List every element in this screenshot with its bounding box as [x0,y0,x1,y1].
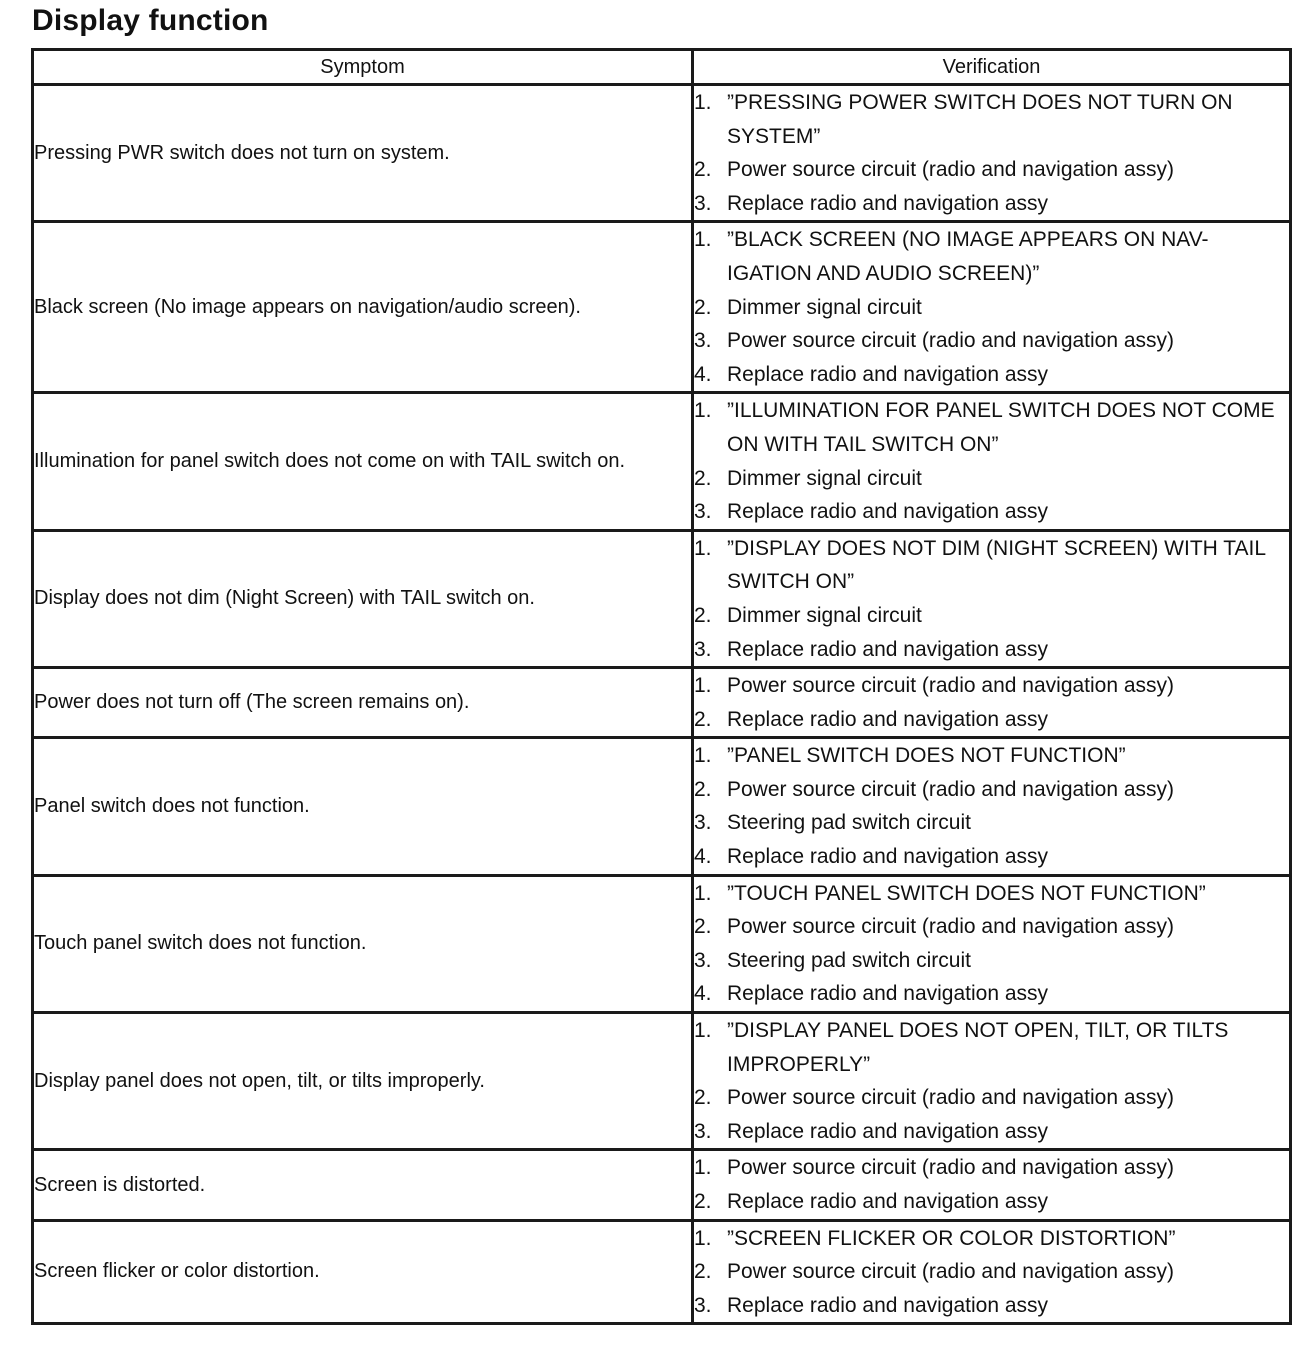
verification-step [694,1014,1289,1081]
column-header-verification: Verification [693,50,1291,85]
step-text: Replace radio and navigation assy [727,362,1049,386]
step-text: Replace radio and navigation assy [727,707,1049,731]
table-row [33,875,1291,1012]
verification-cell [693,85,1291,222]
verification-step [694,910,1289,944]
verification-steps [694,877,1289,1011]
verification-steps [694,223,1289,391]
verification-cell [693,530,1291,667]
step-number: 3. [694,1293,712,1317]
verification-step [694,358,1289,392]
verification-step [694,944,1289,978]
verification-step [694,1081,1289,1115]
step-text: Dimmer signal circuit [727,603,922,627]
step-number: 1. [694,744,712,768]
step-number: 1. [694,1156,712,1180]
table-body [33,85,1291,1324]
step-text: Power source circuit (radio and navigation assy) [727,158,1175,182]
step-text: Power source circuit (radio and navigation assy) [727,1086,1175,1110]
table-row [33,1220,1291,1324]
step-number: 2. [694,915,712,939]
step-number: 1. [694,674,712,698]
verification-step [694,669,1289,703]
step-text: ”PANEL SWITCH DOES NOT FUNCTION” [727,744,1126,768]
step-text: Replace radio and navigation assy [727,1293,1049,1317]
verification-step [694,633,1289,667]
step-number: 3. [694,191,712,215]
step-text: Replace radio and navigation assy [727,1119,1049,1143]
verification-steps [694,1014,1289,1148]
step-text: Steering pad switch circuit [727,811,971,835]
verification-step [694,1289,1289,1323]
verification-step [694,223,1289,290]
step-text: Power source circuit (radio and navigation assy) [727,915,1175,939]
verification-step [694,806,1289,840]
step-number: 1. [694,1226,712,1250]
step-text: Steering pad switch circuit [727,948,971,972]
page-title: Display function [32,4,269,37]
step-number: 2. [694,707,712,731]
step-text: Replace radio and navigation assy [727,637,1049,661]
verification-step [694,703,1289,737]
table-row [33,85,1291,222]
step-text: ”SCREEN FLICKER OR COLOR DISTORTION” [727,1226,1176,1250]
step-number: 3. [694,500,712,524]
verification-step [694,1222,1289,1256]
step-text: Replace radio and navigation assy [727,191,1049,215]
verification-steps [694,669,1289,736]
step-text: Power source circuit (radio and navigation assy) [727,674,1175,698]
verification-step [694,462,1289,496]
verification-step [694,773,1289,807]
step-number: 2. [694,295,712,319]
step-text: Dimmer signal circuit [727,466,922,490]
verification-steps [694,532,1289,666]
symptom-cell: Power does not turn off (The screen remains on). [33,668,693,738]
verification-steps [694,394,1289,528]
symptom-table [31,48,1292,1325]
verification-steps [694,1151,1289,1218]
step-number: 2. [694,1190,712,1213]
table-row [33,738,1291,875]
symptom-cell: Display does not dim (Night Screen) with TAIL switch on. [33,530,693,667]
step-number: 3. [694,1119,712,1143]
step-text: ”TOUCH PANEL SWITCH DOES NOT FUNCTION” [727,881,1206,905]
verification-step [694,495,1289,529]
verification-cell [693,1150,1291,1220]
symptom-cell: Black screen (No image appears on navigation/audio screen). [33,222,693,393]
symptom-cell: Panel switch does not function. [33,738,693,875]
step-text: ”ILLUMINATION FOR PANEL SWITCH DOES NOT COME ON WITH TAIL SWITCH ON” [727,399,1275,456]
step-number: 2. [694,1260,712,1284]
step-text: Power source circuit (radio and navigation assy) [727,329,1175,353]
step-number: 3. [694,329,712,353]
step-number: 4. [694,845,712,869]
verification-cell [693,668,1291,738]
verification-step [694,187,1289,221]
step-text: Power source circuit (radio and navigation assy) [727,1260,1175,1284]
verification-step [694,877,1289,911]
symptom-cell: Display panel does not open, tilt, or tilts improperly. [33,1013,693,1150]
symptom-cell: Illumination for panel switch does not come on with TAIL switch on. [33,393,693,530]
step-number: 2. [694,158,712,182]
verification-step [694,739,1289,773]
verification-step [694,153,1289,187]
verification-step [694,291,1289,325]
step-number: 1. [694,228,712,252]
symptom-cell: Touch panel switch does not function. [33,875,693,1012]
step-number: 3. [694,811,712,835]
step-number: 2. [694,466,712,490]
verification-step [694,86,1289,153]
verification-steps [694,739,1289,873]
step-text: ”DISPLAY PANEL DOES NOT OPEN, TILT, OR TILTS IMPROPERLY” [727,1019,1229,1076]
symptom-cell: Screen is distorted. [33,1150,693,1220]
step-text: Replace radio and navigation assy [727,982,1049,1006]
table-row [33,668,1291,738]
verification-cell [693,1013,1291,1150]
step-text: ”PRESSING POWER SWITCH DOES NOT TURN ON SYSTEM” [727,91,1233,148]
step-number: 1. [694,536,712,560]
table-row [33,1013,1291,1150]
verification-step [694,1185,1289,1219]
table-row [33,222,1291,393]
step-text: Power source circuit (radio and navigation assy) [727,1156,1175,1180]
verification-step [694,394,1289,461]
step-number: 3. [694,637,712,661]
table-row [33,1150,1291,1220]
step-number: 1. [694,1019,712,1043]
step-number: 4. [694,362,712,386]
step-text: Replace radio and navigation assy [727,1190,1049,1213]
step-text: ”DISPLAY DOES NOT DIM (NIGHT SCREEN) WITH TAIL SWITCH ON” [727,536,1266,594]
verification-cell [693,222,1291,393]
verification-cell [693,1220,1291,1324]
verification-step [694,324,1289,358]
table-row [33,530,1291,667]
step-text: Dimmer signal circuit [727,295,922,319]
verification-step [694,840,1289,874]
step-text: ”BLACK SCREEN (NO IMAGE APPEARS ON NAV- IGATION AND AUDIO SCREEN)” [727,228,1209,285]
step-text: Replace radio and navigation assy [727,845,1049,869]
verification-cell [693,875,1291,1012]
verification-step [694,599,1289,633]
step-number: 2. [694,777,712,801]
verification-steps [694,1222,1289,1323]
step-text: Power source circuit (radio and navigation assy) [727,777,1175,801]
verification-step [694,977,1289,1011]
step-number: 4. [694,982,712,1006]
column-header-symptom: Symptom [33,50,693,85]
verification-step [694,1255,1289,1289]
step-number: 3. [694,948,712,972]
verification-step [694,532,1289,599]
verification-step [694,1115,1289,1149]
verification-cell [693,393,1291,530]
verification-cell [693,738,1291,875]
step-number: 1. [694,399,712,423]
step-number: 1. [694,881,712,905]
verification-steps [694,86,1289,220]
table-header-row [33,50,1291,85]
symptom-cell: Screen flicker or color distortion. [33,1220,693,1324]
verification-step [694,1151,1289,1185]
step-text: Replace radio and navigation assy [727,500,1049,524]
step-number: 1. [694,91,712,114]
table-row [33,393,1291,530]
step-number: 2. [694,1086,712,1110]
step-number: 2. [694,603,712,627]
symptom-cell: Pressing PWR switch does not turn on system. [33,85,693,222]
